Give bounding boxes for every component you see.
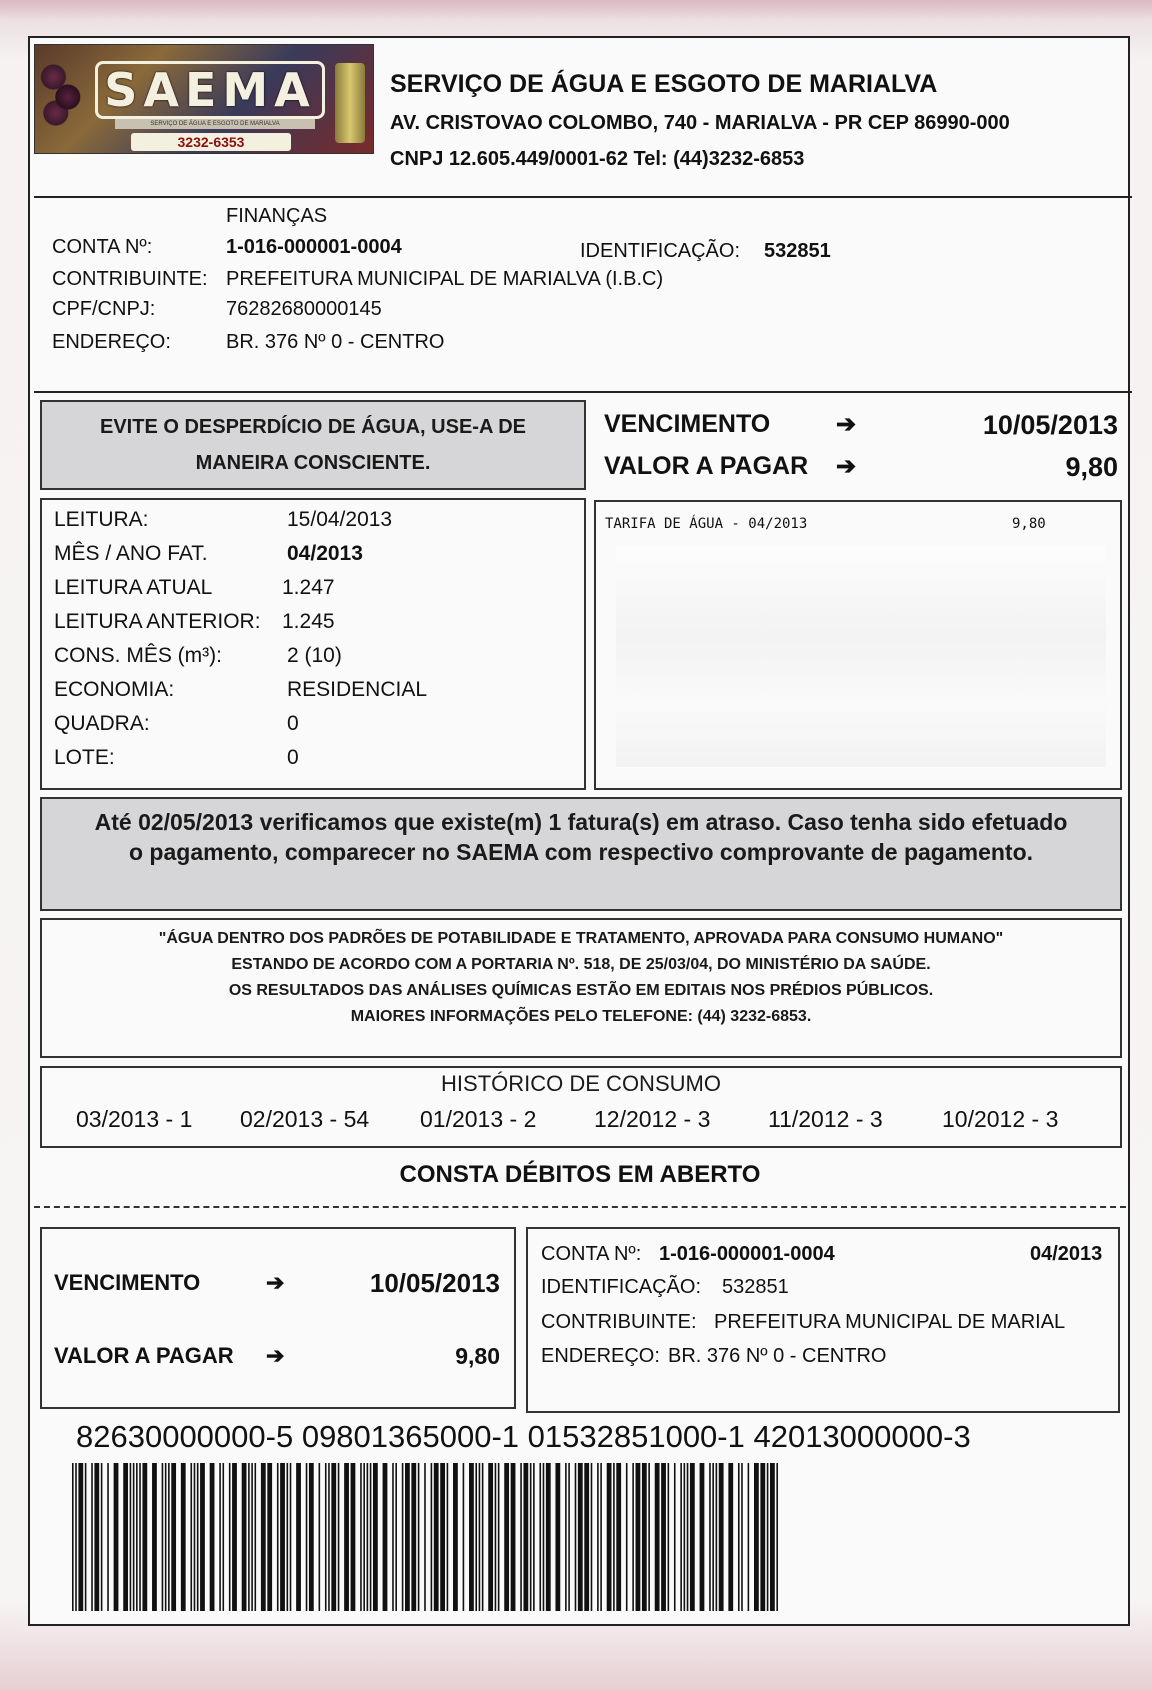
barcode-bar [133, 1463, 135, 1611]
barcode-bar [78, 1463, 83, 1611]
history-item: 12/2012 - 3 [594, 1106, 711, 1132]
barcode-bar [568, 1463, 570, 1611]
barcode-bar [267, 1463, 272, 1611]
barcode-bar [139, 1463, 141, 1611]
barcode-bar [373, 1463, 378, 1611]
barcode-bar [168, 1463, 170, 1611]
quality-box [40, 918, 1122, 1058]
stub-ref: 04/2013 [1030, 1243, 1103, 1265]
barcode-bar [351, 1463, 356, 1611]
reading-label: LOTE: [54, 746, 115, 769]
reading-label: CONS. MÊS (m³): [54, 644, 222, 667]
valor-label: VALOR A PAGAR [604, 452, 809, 480]
barcode-bar [232, 1463, 237, 1611]
barcode-bar [162, 1463, 164, 1611]
barcode-bar [674, 1463, 676, 1611]
barcode-bar [754, 1463, 759, 1611]
stub-contribuinte-label: CONTRIBUINTE: [541, 1311, 697, 1333]
reading-value: 1.247 [282, 576, 335, 599]
barcode-bar [136, 1463, 138, 1611]
barcode-bar [434, 1463, 439, 1611]
barcode-bar [431, 1463, 433, 1611]
stub-conta-label: CONTA Nº: [541, 1243, 642, 1265]
barcode-bar [684, 1463, 686, 1611]
barcode-bar [584, 1463, 589, 1611]
barcode-bar [309, 1463, 314, 1611]
barcode-bar [716, 1463, 718, 1611]
barcode-bar [165, 1463, 167, 1611]
barcode-bar [85, 1463, 87, 1611]
barcode-bar [152, 1463, 157, 1611]
barcode-bar [395, 1463, 397, 1611]
barcode-bar [632, 1463, 634, 1611]
barcode-bar [251, 1463, 253, 1611]
barcode-bar [296, 1463, 301, 1611]
reading-value: 04/2013 [287, 542, 363, 565]
reading-value: 2 (10) [287, 644, 342, 667]
stub-valor-value: 9,80 [455, 1343, 500, 1369]
reading-label: QUADRA: [54, 712, 150, 735]
barcode-bar [613, 1463, 615, 1611]
barcode-image [72, 1463, 778, 1611]
section-title: FINANÇAS [226, 205, 328, 227]
quality-line-4: MAIORES INFORMAÇÕES PELO TELEFONE: (44) 3232-6853. [350, 1008, 812, 1025]
barcode-bar [210, 1463, 215, 1611]
barcode-bar [261, 1463, 266, 1611]
contribuinte-label: CONTRIBUINTE: [52, 268, 208, 290]
barcode-bar [719, 1463, 724, 1611]
barcode-bar [680, 1463, 682, 1611]
notice-line-2: MANEIRA CONSCIENTE. [195, 452, 431, 474]
barcode-bar [709, 1463, 711, 1611]
history-item: 01/2013 - 2 [420, 1106, 537, 1132]
reading-label: LEITURA: [54, 508, 149, 531]
debts-notice: CONSTA DÉBITOS EM ABERTO [399, 1161, 761, 1188]
stub-contribuinte-value: PREFEITURA MUNICIPAL DE MARIAL [714, 1311, 1066, 1333]
barcode-bar [728, 1463, 733, 1611]
barcode-bar [530, 1463, 532, 1611]
barcode-bar [171, 1463, 176, 1611]
barcode-bar [114, 1463, 119, 1611]
barcode-bar [712, 1463, 714, 1611]
barcode-bar [482, 1463, 484, 1611]
reading-label: LEITURA ATUAL [54, 576, 213, 599]
barcode-bar [402, 1463, 404, 1611]
barcode-bar [616, 1463, 621, 1611]
watermark-image [616, 547, 1106, 767]
conta-value: 1-016-000001-0004 [226, 236, 402, 258]
barcode-bar [511, 1463, 516, 1611]
charges-box [594, 500, 1122, 790]
notice-line-1: EVITE O DESPERDÍCIO DE ÁGUA, USE-A DE [100, 416, 526, 438]
vencimento-label: VENCIMENTO [604, 410, 771, 438]
ident-label: IDENTIFICAÇÃO: [580, 240, 741, 262]
barcode-bar [453, 1463, 458, 1611]
logo-wordmark: SAEMA [95, 61, 325, 119]
barcode-bar [463, 1463, 465, 1611]
barcode-bar [418, 1463, 420, 1611]
saema-logo [34, 44, 374, 154]
barcode-bar [504, 1463, 509, 1611]
barcode-bar [469, 1463, 474, 1611]
history-item: 10/2012 - 3 [942, 1106, 1059, 1132]
barcode-bar [392, 1463, 394, 1611]
barcode-bar [523, 1463, 528, 1611]
overdue-box [40, 797, 1122, 911]
barcode-bar [94, 1463, 99, 1611]
barcode-bar [600, 1463, 602, 1611]
barcode-bar [107, 1463, 109, 1611]
arrow-right-icon: ➔ [836, 411, 857, 438]
valve-icon [335, 63, 365, 143]
barcode-bar [648, 1463, 650, 1611]
stub-conta-value: 1-016-000001-0004 [659, 1243, 835, 1265]
barcode-bar [760, 1463, 765, 1611]
barcode-bar [578, 1463, 583, 1611]
valor-value: 9,80 [1065, 452, 1118, 482]
reading-value: 0 [287, 712, 299, 735]
endereco-label: ENDEREÇO: [52, 331, 171, 353]
reading-label: LEITURA ANTERIOR: [54, 610, 261, 633]
notice-box [40, 400, 586, 490]
barcode-bar [642, 1463, 647, 1611]
barcode-bar [748, 1463, 750, 1611]
barcode-bar [539, 1463, 541, 1611]
barcode-bar [498, 1463, 500, 1611]
history-item: 11/2012 - 3 [768, 1106, 883, 1132]
barcode-bar [495, 1463, 497, 1611]
barcode-bar [370, 1463, 372, 1611]
barcode-bar [367, 1463, 369, 1611]
barcode-bar [597, 1463, 599, 1611]
charge-description: TARIFA DE ÁGUA - 04/2013 [605, 516, 808, 532]
barcode-bar [575, 1463, 577, 1611]
barcode-bar [565, 1463, 567, 1611]
arrow-right-icon: ➔ [266, 1270, 285, 1295]
barcode-bar [475, 1463, 477, 1611]
reading-value: 1.245 [282, 610, 335, 633]
barcode-bar [222, 1463, 224, 1611]
barcode-bar [738, 1463, 740, 1611]
cpf-value: 76282680000145 [226, 298, 382, 320]
barcode-bar [181, 1463, 186, 1611]
quality-line-2: ESTANDO DE ACORDO COM A PORTARIA Nº. 518, DE 25/03/04, DO MINISTÉRIO DA SAÚDE. [231, 956, 931, 973]
barcode-bar [248, 1463, 250, 1611]
barcode-bar [555, 1463, 560, 1611]
barcode-bar [411, 1463, 416, 1611]
conta-label: CONTA Nº: [52, 236, 153, 258]
barcode-bar [424, 1463, 426, 1611]
quality-line-1: "ÁGUA DENTRO DOS PADRÕES DE POTABILIDADE E TRATAMENTO, APROVADA PARA CONSUMO HUMANO" [158, 930, 1004, 947]
stub-endereco-label: ENDEREÇO: [541, 1345, 660, 1367]
barcode-bar [447, 1463, 449, 1611]
barcode-bar [91, 1463, 93, 1611]
barcode-bar [687, 1463, 689, 1611]
barcode-bar [626, 1463, 628, 1611]
vencimento-value: 10/05/2013 [982, 410, 1118, 440]
barcode-bar [101, 1463, 103, 1611]
barcode-bar [325, 1463, 327, 1611]
barcode-bar [197, 1463, 199, 1611]
header-divider [34, 196, 1132, 198]
barcode-bar [767, 1463, 769, 1611]
cpf-label: CPF/CNPJ: [52, 298, 156, 320]
history-title: HISTÓRICO DE CONSUMO [441, 1071, 721, 1096]
arrow-right-icon: ➔ [266, 1343, 285, 1368]
barcode-bar [655, 1463, 660, 1611]
barcode-bar [219, 1463, 221, 1611]
barcode-bar [331, 1463, 336, 1611]
barcode-bar [319, 1463, 321, 1611]
stub-vencimento-label: VENCIMENTO [54, 1270, 201, 1295]
barcode-bar [290, 1463, 292, 1611]
stub-due-box [40, 1227, 516, 1409]
barcode-bar [543, 1463, 545, 1611]
org-cnpj-tel: CNPJ 12.605.449/0001-62 Tel: (44)3232-6853 [390, 148, 805, 170]
barcode-bar [344, 1463, 349, 1611]
barcode-bar [607, 1463, 612, 1611]
overdue-line-1: Até 02/05/2013 verificamos que existe(m) 1 fatura(s) em atraso. Caso tenha sido efetuado [94, 809, 1068, 835]
org-address: AV. CRISTOVAO COLOMBO, 740 - MARIALVA - PR CEP 86990-000 [390, 112, 1010, 134]
barcode-bar [488, 1463, 493, 1611]
account-divider [34, 391, 1132, 393]
stub-vencimento-value: 10/05/2013 [369, 1268, 500, 1298]
reading-value: 0 [287, 746, 299, 769]
barcode-bar [277, 1463, 279, 1611]
quality-line-3: OS RESULTADOS DAS ANÁLISES QUÍMICAS ESTÃO EM EDITAIS NOS PRÉDIOS PÚBLICOS. [228, 982, 934, 999]
barcode-bar [242, 1463, 247, 1611]
barcode-bar [123, 1463, 128, 1611]
reading-label: ECONOMIA: [54, 678, 175, 701]
barcode-bar [130, 1463, 132, 1611]
barcode-bar [194, 1463, 196, 1611]
barcode-bar [668, 1463, 670, 1611]
barcode-bar [280, 1463, 285, 1611]
cut-line [34, 1206, 1126, 1208]
barcode-bar [255, 1463, 257, 1611]
stub-ident-label: IDENTIFICAÇÃO: [541, 1276, 702, 1298]
org-name: SERVIÇO DE ÁGUA E ESGOTO DE MARIALVA [390, 70, 938, 98]
barcode-bar [440, 1463, 445, 1611]
grapes-image [39, 53, 87, 133]
barcode-bar [770, 1463, 775, 1611]
reading-value: RESIDENCIAL [287, 678, 428, 701]
stub-ident-value: 532851 [722, 1276, 789, 1298]
barcode-bar [776, 1463, 778, 1611]
barcode-bar [142, 1463, 147, 1611]
contribuinte-value: PREFEITURA MUNICIPAL DE MARIALVA (I.B.C) [226, 268, 664, 290]
stub-valor-label: VALOR A PAGAR [54, 1343, 234, 1368]
endereco-value: BR. 376 Nº 0 - CENTRO [226, 331, 445, 353]
arrow-right-icon: ➔ [836, 453, 857, 480]
barcode-bar [306, 1463, 308, 1611]
barcode-bar [479, 1463, 481, 1611]
barcode-bar [636, 1463, 641, 1611]
logo-strap: SERVIÇO DE ÁGUA E ESGOTO DE MARIALVA [115, 119, 315, 129]
barcode-bar [200, 1463, 205, 1611]
barcode-bar [741, 1463, 743, 1611]
barcode-bar [520, 1463, 522, 1611]
logo-phone: 3232-6353 [131, 133, 291, 151]
barcode-bar [72, 1463, 74, 1611]
history-item: 02/2013 - 54 [240, 1106, 370, 1132]
barcode-bar [690, 1463, 695, 1611]
barcode-bar [328, 1463, 330, 1611]
barcode-digits: 82630000000-5 09801365000-1 01532851000-1 42013000000-3 [76, 1419, 971, 1454]
barcode-bar [591, 1463, 593, 1611]
overdue-line-2: o pagamento, comparecer no SAEMA com respectivo comprovante de pagamento. [128, 839, 1034, 865]
barcode-bar [546, 1463, 551, 1611]
reading-label: MÊS / ANO FAT. [54, 542, 208, 565]
history-item: 03/2013 - 1 [76, 1106, 193, 1132]
barcode-bar [405, 1463, 410, 1611]
barcode-bar [363, 1463, 365, 1611]
barcode-bar [287, 1463, 289, 1611]
barcode-bar [533, 1463, 535, 1611]
barcode-bar [75, 1463, 77, 1611]
charge-amount: 9,80 [1012, 516, 1046, 532]
barcode-bar [360, 1463, 362, 1611]
barcode-bar [190, 1463, 192, 1611]
barcode-bar [229, 1463, 231, 1611]
barcode-bar [700, 1463, 705, 1611]
barcode-bar [338, 1463, 340, 1611]
stub-endereco-value: BR. 376 Nº 0 - CENTRO [668, 1345, 887, 1367]
barcode-bar [383, 1463, 388, 1611]
barcode-bar [661, 1463, 666, 1611]
reading-value: 15/04/2013 [287, 508, 393, 531]
ident-value: 532851 [764, 240, 831, 262]
